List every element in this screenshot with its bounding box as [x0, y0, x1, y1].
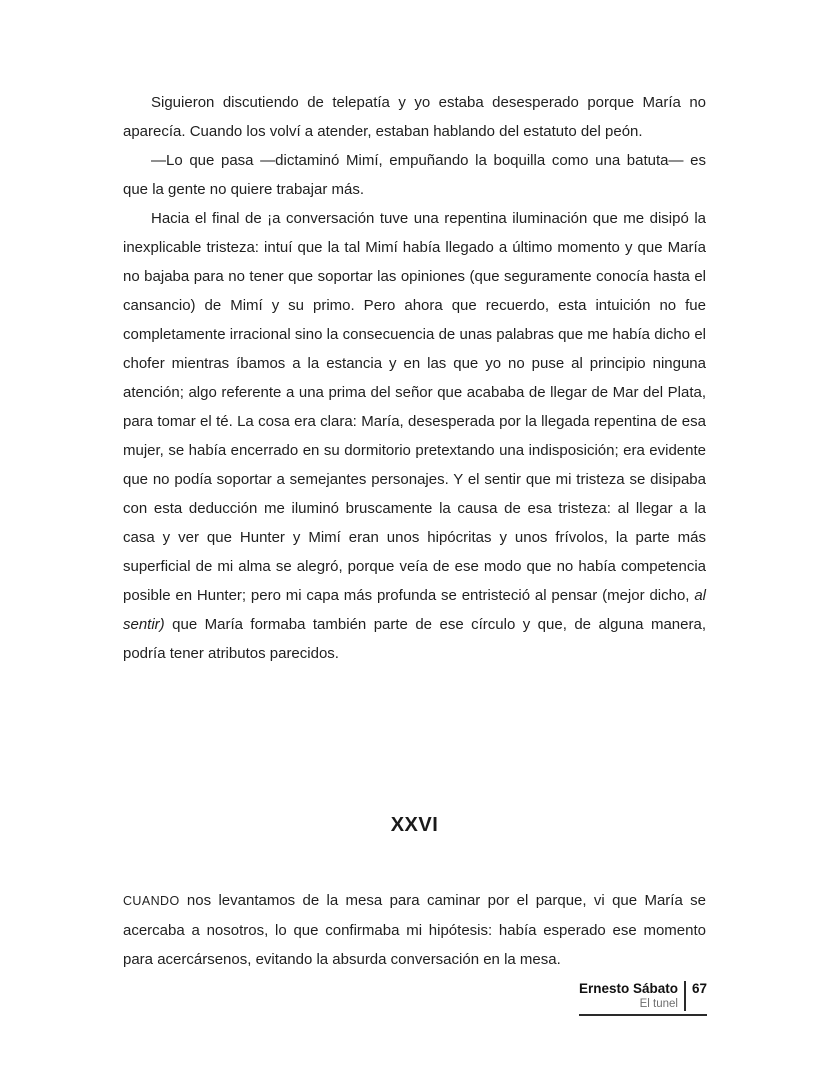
footer-rule: [579, 1014, 707, 1016]
paragraph-3-text-before: Hacia el final de ¡a conversación tuve una repentina iluminación que me disipó la inexplicable tristeza: intuí que la tal Mimí había llegado a último momento y que María no bajaba para no tener que soportar las opiniones (que seguramente conocía hasta el cansancio) de Mimí y su primo. Pero ahora que recuerdo, esta intuición no fue completamente irracional sino la consecuencia de unas palabras que me había dicho el chofer mientras íbamos a la estancia y en las que yo no puse al principio ninguna atención; algo referente a una prima del señor que acababa de llegar de Mar del Plata, para tomar el té. La cosa era clara: María, desesperada por la llegada repentina de esa mujer, se había encerrado en su dormitorio pretextando una indisposición; era evidente que no podía soportar a semejantes personajes. Y el sentir que mi tristeza se disipaba con esta deducción me iluminó bruscamente la causa de esa tristeza: al llegar a la casa y ver que Hunter y Mimí eran unos hipócritas y unos frívolos, la parte más superficial de mi alma se alegró, porque veía de ese modo que no había competencia posible en Hunter; pero mi capa más profunda se entristeció al pensar (mejor dicho,: [123, 210, 706, 604]
italic-phrase: al sentir): [123, 587, 706, 633]
paragraph-2: —Lo que pasa —dictaminó Mimí, empuñando la boquilla como una batuta— es que la gente no quiere trabajar más.: [123, 152, 706, 198]
chapter-heading: XXVI: [390, 814, 439, 836]
chapter-opening-word: CUANDO: [123, 894, 180, 908]
footer-texts: [579, 981, 678, 1011]
paragraph-1: Siguieron discutiendo de telepatía y yo estaba desesperado porque María no aparecía. Cuando los volví a atender, estaban hablando del estatuto del peón.: [123, 94, 706, 140]
paragraph-3-text-after: que María formaba también parte de ese círculo y que, de alguna manera, podría tener atributos parecidos.: [123, 616, 706, 662]
footer-page-number: 67: [691, 981, 707, 996]
footer-divider: [684, 981, 686, 1011]
footer-book-title: El tunel: [639, 998, 678, 1010]
footer-author: Ernesto Sábato: [578, 981, 678, 996]
page-footer: [579, 981, 707, 1016]
chapter-opening-text: nos levantamos de la mesa para caminar por el parque, vi que María se acercaba a nosotros, lo que confirmaba mi hipótesis: había esperado ese momento para acercársenos, evitando la absurda conversación en la mesa.: [123, 892, 706, 968]
paragraph-3: [123, 204, 706, 668]
footer-row: [579, 981, 707, 1011]
chapter-opening-paragraph: [123, 886, 706, 974]
body-text: [123, 88, 706, 668]
